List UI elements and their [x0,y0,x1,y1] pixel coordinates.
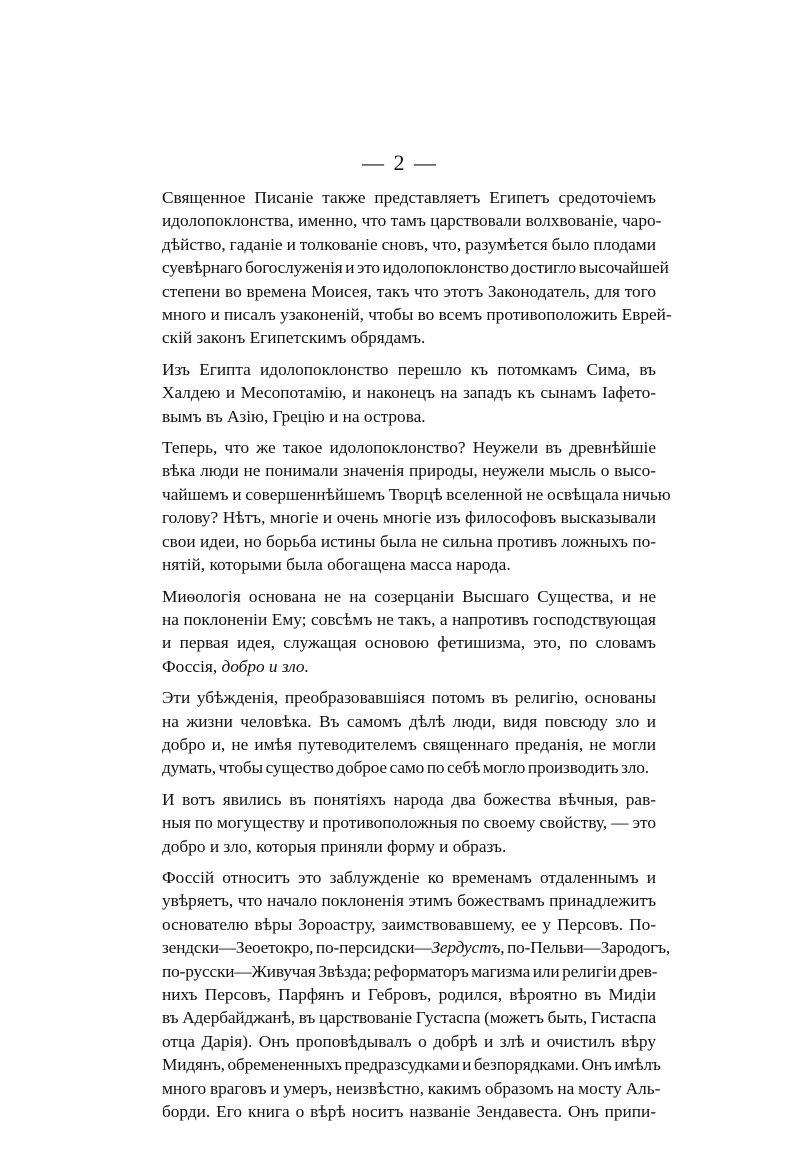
text-line: вымъ въ Азію, Грецію и на острова. [162,406,426,426]
text-line: Халдею и Месопотамію, и наконецъ на западъ къ сынамъ Іафето- [162,383,656,403]
text-line: идолопоклонства, именно, что тамъ царствовали волхвованіе, чаро- [162,211,662,231]
text-line [162,936,671,959]
paragraph-3 [162,436,671,576]
text-line-end: , по-Пельви—Зародогъ, [500,938,671,958]
text-line: нятій, которыми была обогащена масса народа. [162,555,511,575]
text-line: Священное Писаніе также представляетъ Египетъ средоточіемъ [162,188,656,207]
text-line: Фоссій относитъ это заблужденіе ко временамъ отдаленнымъ и [162,867,656,887]
text-line: на жизни человѣка. Въ самомъ дѣлѣ люди, видя повсюду зло и [162,711,656,731]
text-line: основателю вѣры Зороастру, заимствовавшему, ее у Персовъ. По- [162,914,656,934]
text-line [162,655,656,678]
text-line: И вотъ явились въ понятіяхъ народа два божества вѣчныя, рав- [162,789,656,809]
text-line: ныя по могуществу и противоположныя по своему свойству, — это [162,813,656,833]
text-line: Эти убѣжденія, преобразовавшіяся потомъ въ религію, основаны [162,688,656,708]
text-line: суевѣрнаго богослуженія и это идолопоклонство достигло высочайшей [162,258,669,278]
paragraph-1 [162,186,672,350]
text-line: добро и зло, которыя приняли форму и образъ. [162,836,507,856]
paragraph-2 [162,358,656,428]
text-line: думать, чтобы существо доброе само по себѣ могло производить зло. [162,758,649,778]
text-line: отца Дарія). Онъ проповѣдывалъ о добрѣ и злѣ и очистилъ вѣру [162,1031,656,1051]
body-text [162,186,672,1131]
paragraph-5 [162,686,656,780]
text-line-start: Фоссія, [162,656,218,676]
text-line-start: зендски—Зеоетокро, по-персидски— [162,938,432,958]
text-line: борди. Его книга о вѣрѣ носитъ названіе Зендавеста. Онъ припи- [162,1102,656,1122]
text-line: на поклоненіи Ему; совсѣмъ не такъ, а напротивъ господствующая [162,609,656,629]
text-line: и первая идея, служащая основою фетишизма, это, по словамъ [162,633,656,653]
text-line: скій законъ Египетскимъ обрядамъ. [162,328,426,348]
text-line: дѣйство, гаданіе и толкованіе сновъ, что, разумѣется было плодами [162,234,656,254]
text-line: Изъ Египта идолопоклонство перешло къ потомкамъ Сима, въ [162,359,656,379]
paragraph-6 [162,788,656,858]
text-line: увѣряетъ, что начало поклоненія этимъ божествамъ принадлежитъ [162,891,656,911]
italic-word: Зердустъ [431,938,501,958]
text-line: много и писалъ узаконеній, чтобы во всемъ противоположить Еврей- [162,305,672,325]
text-line: вѣка люди не понимали значенія природы, неужели мысль о высо- [162,461,656,481]
text-line: добро и, не имѣя путеводителемъ священнаго преданія, не могли [162,734,656,754]
text-line: Теперь, что же такое идолопоклонство? Неужели въ древнѣйшіе [162,438,656,458]
italic-phrase: добро и зло. [221,656,309,676]
text-line: голову? Нѣтъ, многіе и очень многіе изъ философовъ высказывали [162,508,656,528]
text-line: много враговъ и умеръ, неизвѣстно, какимъ образомъ на мосту Аль- [162,1078,661,1098]
text-line: свои идеи, но борьба истины была не сильна противъ ложныхъ по- [162,531,656,551]
paragraph-7 [162,866,671,1123]
text-line: нихъ Персовъ, Парфянъ и Гебровъ, родился, вѣроятно въ Мидіи [162,985,656,1004]
page-number: — 2 — [362,150,438,175]
text-line: чайшемъ и совершеннѣйшемъ Творцѣ вселенной не освѣщала ничью [162,484,671,504]
text-line: степени во времена Моисея, такъ что этотъ Законодатель, для того [162,281,656,301]
text-line: Мидянъ, обремененныхъ предразсудками и безпорядками. Онъ имѣлъ [162,1055,661,1075]
text-line: по-русски—Живучая Звѣзда; реформаторъ магизма или религіи древ- [162,961,658,981]
text-line: въ Адербайджанѣ, въ царствованіе Густаспа (можетъ быть, Гистаспа [162,1008,656,1028]
paragraph-4 [162,585,656,679]
text-line: Миѳологія основана не на созерцаніи Высшаго Существа, и не [162,586,656,606]
